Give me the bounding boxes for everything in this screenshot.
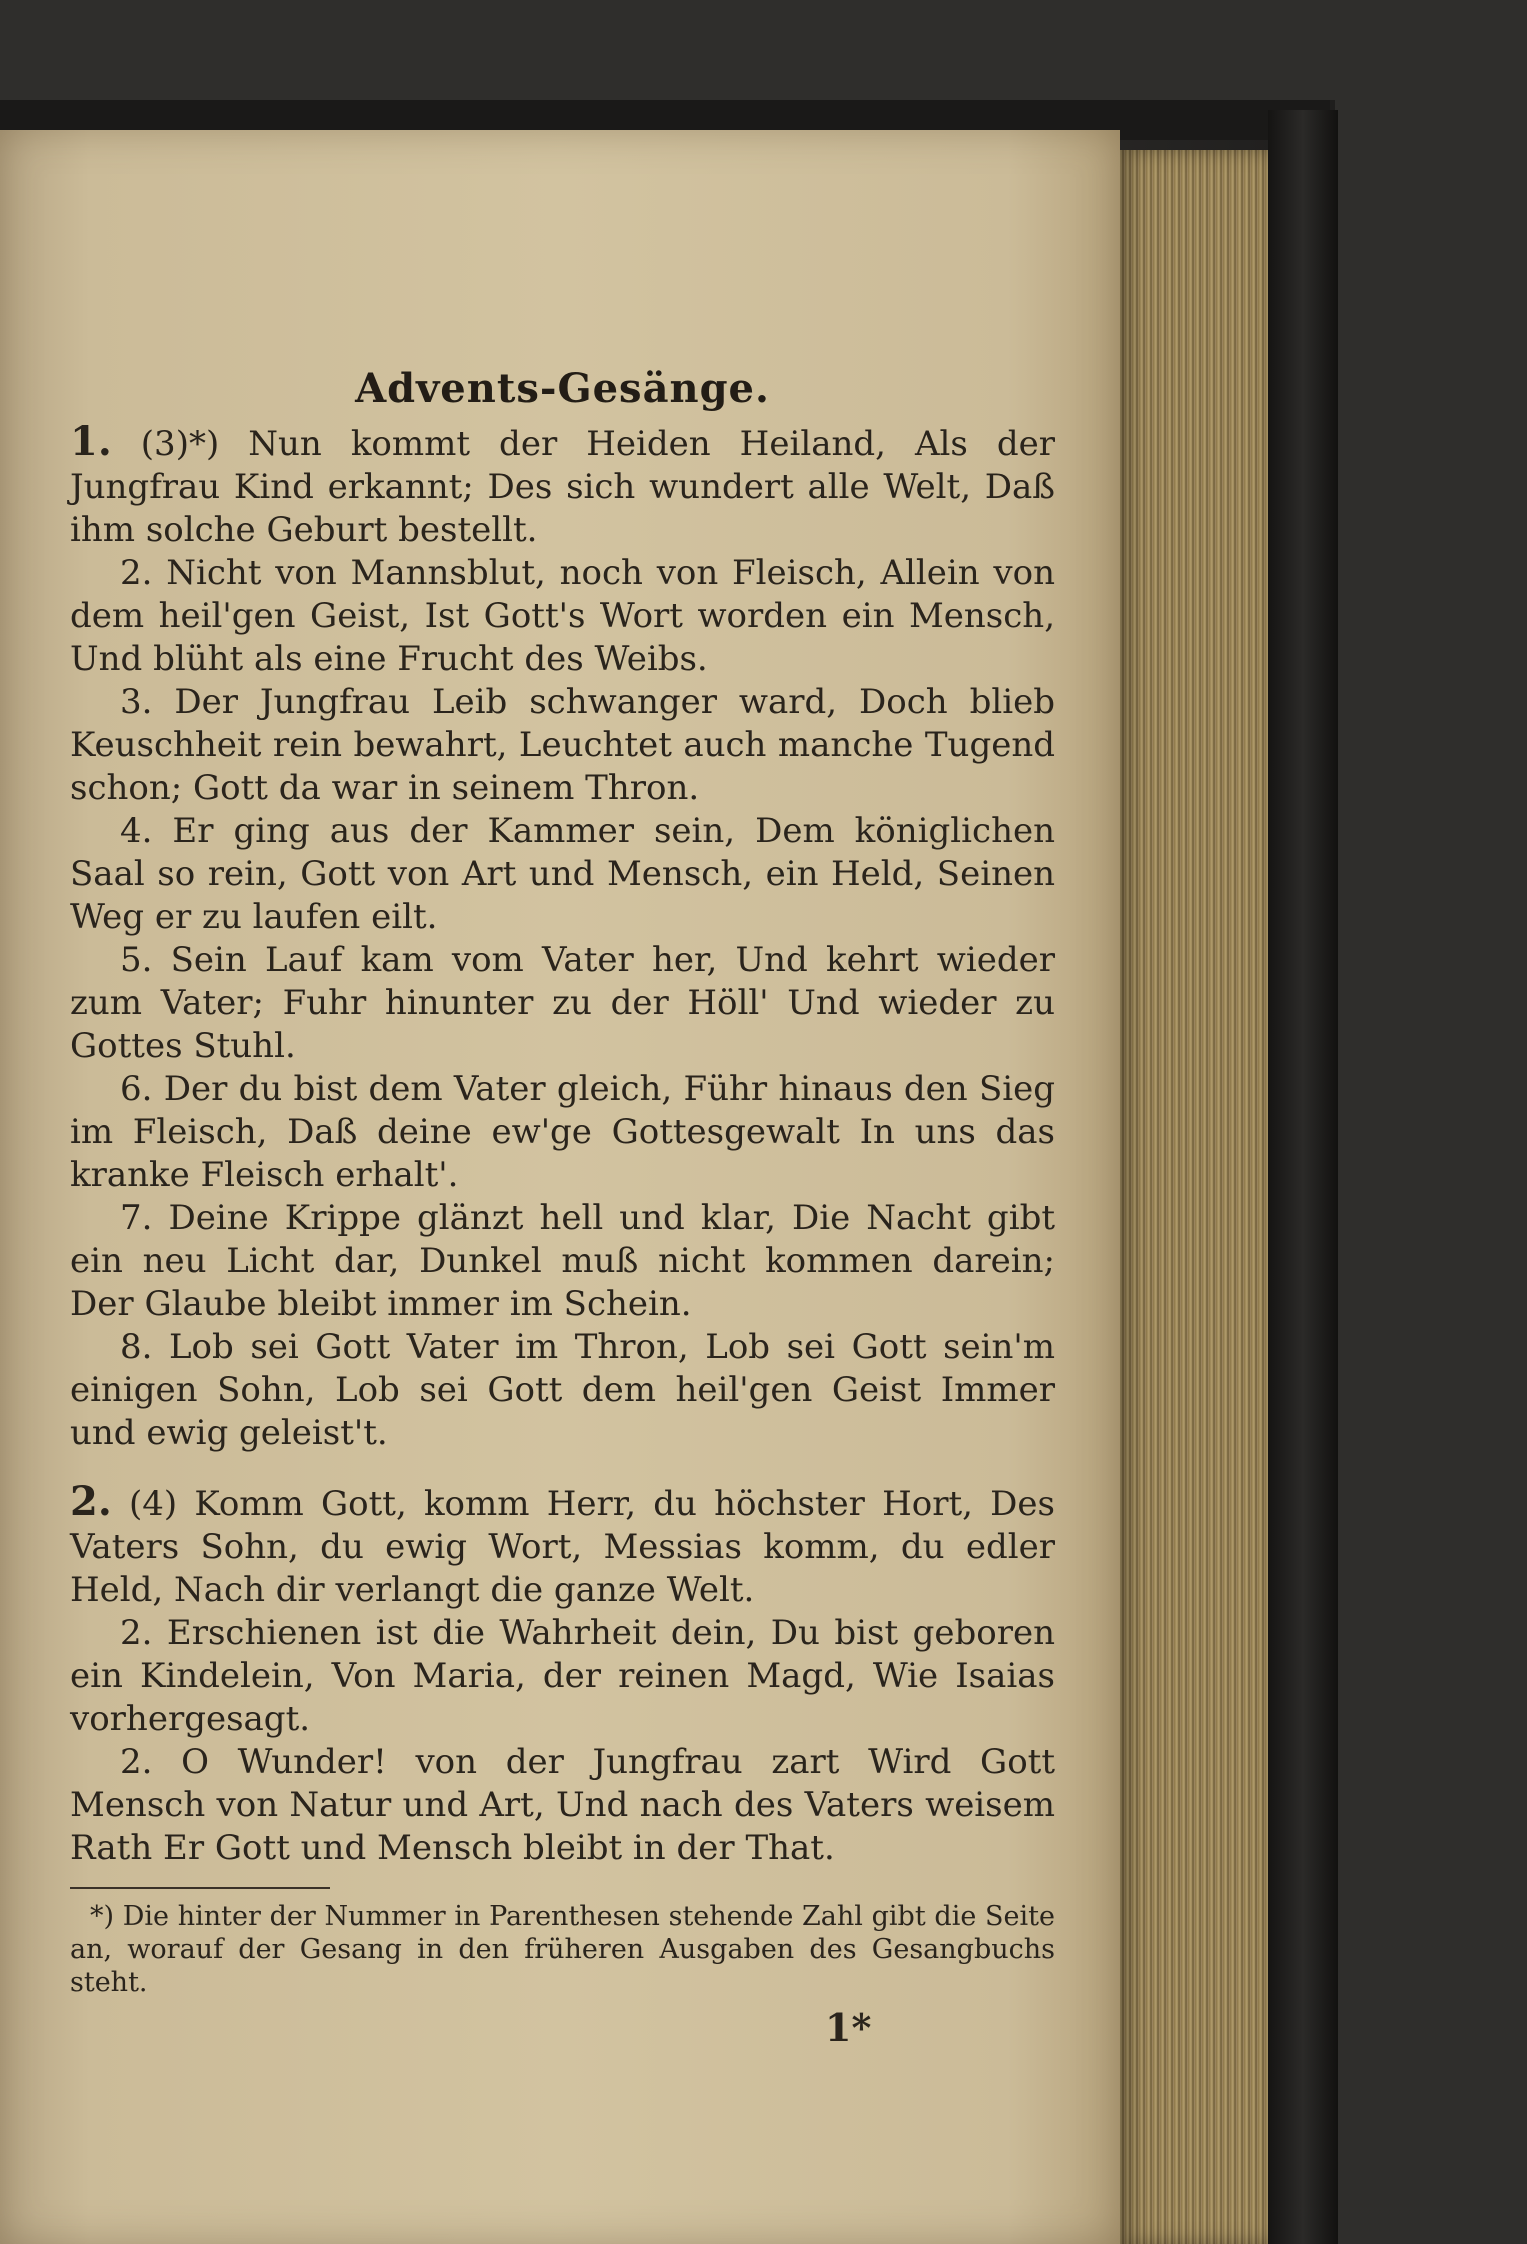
page-heading: Advents-Gesänge. <box>355 365 770 412</box>
hymn-1-verse-5: 5. Sein Lauf kam vom Vater her, Und kehrt wieder zum Vater; Fuhr hinunter zu der Höll' Und wieder zu Gottes Stuhl. <box>70 940 1055 1066</box>
hymn-2-verse-2: 2. Erschienen ist die Wahrheit dein, Du bist geboren ein Kindelein, Von Maria, der reinen Magd, Wie Isaias vorhergesagt. <box>70 1613 1055 1739</box>
book-spine <box>1268 110 1338 2244</box>
hymn-1-verse-3: 3. Der Jungfrau Leib schwanger ward, Doch blieb Keuschheit rein bewahrt, Leuchtet auch manche Tugend schon; Gott da war in seinem Thron. <box>70 682 1055 808</box>
hymn-2 <box>70 1480 1055 1870</box>
hymn-1 <box>70 420 1055 1455</box>
hymn-2-verse-3: 2. O Wunder! von der Jungfrau zart Wird Gott Mensch von Natur und Art, Und nach des Vaters weisem Rath Er Gott und Mensch bleibt in der That. <box>70 1742 1055 1868</box>
signature-mark: 1* <box>825 2005 872 2050</box>
hymn-1-verse-4: 4. Er ging aus der Kammer sein, Dem königlichen Saal so rein, Gott von Art und Mensch, ein Held, Seinen Weg er zu laufen eilt. <box>70 811 1055 937</box>
hymn-1-verse-6: 6. Der du bist dem Vater gleich, Führ hinaus den Sieg im Fleisch, Daß deine ew'ge Gottesgewalt In uns das kranke Fleisch erhalt'. <box>70 1069 1055 1195</box>
hymn-1-verse-2: 2. Nicht von Mannsblut, noch von Fleisch, Allein von dem heil'gen Geist, Ist Gott's Wort worden ein Mensch, Und blüht als eine Frucht des Weibs. <box>70 553 1055 679</box>
hymn-1-verse-8: 8. Lob sei Gott Vater im Thron, Lob sei Gott sein'm einigen Sohn, Lob sei Gott dem heil'gen Geist Immer und ewig geleist't. <box>70 1327 1055 1453</box>
hymn-number: 1. <box>70 418 112 465</box>
footnote-divider <box>70 1887 330 1889</box>
hymn-2-verse-1: 2. (4) Komm Gott, komm Herr, du höchster Hort, Des Vaters Sohn, du ewig Wort, Messias komm, du edler Held, Nach dir verlangt die ganze Welt. <box>70 1478 1056 1610</box>
hymn-1-verse-1: 1. (3)*) Nun kommt der Heiden Heiland, Als der Jungfrau Kind erkannt; Des sich wundert alle Welt, Daß ihm solche Geburt bestellt. <box>70 418 1055 550</box>
hymn-1-verse-7: 7. Deine Krippe glänzt hell und klar, Die Nacht gibt ein neu Licht dar, Dunkel muß nicht kommen darein; Der Glaube bleibt immer im Schein. <box>70 1198 1055 1324</box>
hymn-number: 2. <box>70 1478 112 1525</box>
footnote: *) Die hinter der Nummer in Parenthesen stehende Zahl gibt die Seite an, worauf der Gesang in den früheren Ausgaben des Gesangbuchs steht. <box>70 1901 1055 1998</box>
page-edges <box>1118 150 1268 2244</box>
